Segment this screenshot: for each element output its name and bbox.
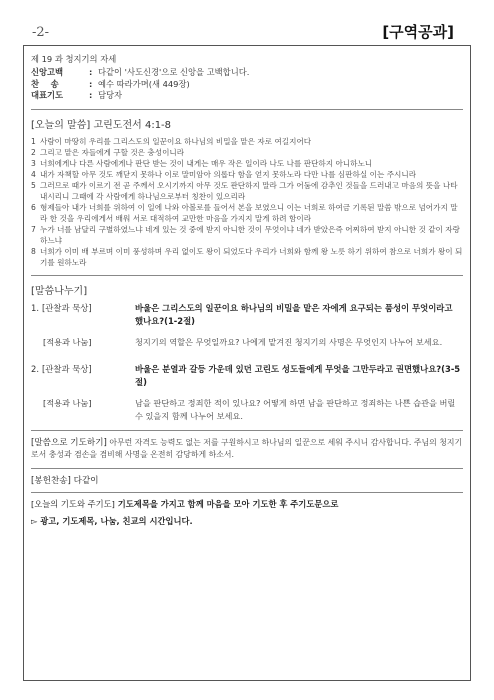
question-text: 바울은 분열과 갈등 가운데 있던 고린도 성도들에게 무엇을 그만두라고 권면했나요?(3-5절) [135, 363, 461, 387]
divider [31, 109, 463, 110]
closing-heading: [오늘의 기도와 주기도] [31, 498, 115, 509]
offering-heading: [봉헌찬송] [31, 475, 71, 486]
verse-text: 너희에게나 다른 사람에게나 판단 받는 것이 내게는 매우 작은 일이라 나도 나를 판단하지 아니하노니 [40, 158, 373, 168]
meta-row: 찬 송 : 예수 따라가며(새 449장) [31, 78, 190, 89]
verse-list [31, 136, 463, 268]
meta-row: 신앙고백 : 다같이 '사도신경'으로 신앙을 고백합니다. [31, 67, 250, 77]
offering-text: 다같이 [73, 475, 99, 486]
apply-row [43, 336, 463, 349]
question-text: 바울은 그리스도의 일꾼이요 하나님의 비밀을 맡은 자에게 요구되는 품성이 무엇이라고 했나요?(1-2절) [135, 302, 453, 326]
question-list [31, 302, 463, 423]
verse-text: 사람이 마땅히 우리를 그리스도의 일꾼이요 하나님의 비밀을 맡은 자로 여길지어다 [40, 136, 312, 146]
question-label: [관찰과 묵상] [42, 363, 92, 374]
verse-item [31, 224, 463, 246]
prayer-section [31, 437, 463, 461]
apply-label: [적용과 나눔] [43, 397, 92, 408]
verse-text: 내가 자책할 아무 것도 깨닫지 못하나 이로 말미암아 의롭다 함을 얻지 못하노라 다만 나를 심판하실 이는 주시니라 [40, 169, 417, 179]
meta-label: 찬 송 [31, 78, 59, 89]
question-label: [관찰과 묵상] [42, 302, 92, 313]
divider [31, 492, 463, 493]
question-block [31, 302, 463, 349]
verse-item [31, 169, 463, 180]
verse-item [31, 158, 463, 169]
verse-number: 7 [31, 224, 36, 234]
verse-number: 8 [31, 246, 36, 256]
lesson-frame [23, 45, 471, 681]
verse-number: 3 [31, 158, 36, 168]
meta-label: 대표기도 [31, 90, 64, 100]
meta-label: 신앙고백 [31, 67, 64, 77]
prayer-text: 아무런 자격도 능력도 없는 저를 구원하시고 하나님의 일꾼으로 세워 주시니 감사합니다. 주님의 청지기로서 충성과 겸손을 겸비해 사명을 온전히 감당하게 하소서. [31, 437, 463, 459]
verse-item [31, 147, 463, 158]
question-number: 2. [31, 363, 39, 374]
meta-value: 담당자 [98, 90, 123, 100]
offering-section [31, 475, 463, 488]
prayer-heading: [말씀으로 기도하기] [31, 437, 107, 448]
closing-section [31, 497, 463, 511]
verse-item [31, 246, 463, 268]
question-row [31, 302, 463, 328]
verse-number: 4 [31, 169, 36, 179]
closing-text: 기도제목을 가지고 함께 마음을 모아 기도한 후 주기도문으로 [117, 498, 339, 509]
section-tag: [구역공과] [382, 23, 454, 41]
verse-text: 그리고 맡은 자들에게 구할 것은 충성이니라 [40, 147, 185, 157]
apply-text: 청지기의 역할은 무엇일까요? 나에게 맡겨진 청지기의 사명은 무엇인지 나누어 보세요. [135, 336, 443, 347]
question-row [31, 363, 463, 389]
announcement: ▻ 광고, 기도제목, 나눔, 친교의 시간입니다. [31, 515, 193, 526]
verse-text: 그러므로 때가 이르기 전 곧 주께서 오시기까지 아무 것도 판단하지 말라 그가 어둠에 감추인 것들을 드러내고 마음의 뜻을 나타내시리니 그때에 각 사람에게 하나님으로부터 칭찬이 있으리라 [40, 180, 458, 201]
page-number: -2- [32, 25, 50, 40]
divider [31, 468, 463, 469]
meta-value: 예수 따라가며(새 449장) [98, 78, 190, 89]
verse-number: 6 [31, 202, 36, 212]
verse-text: 형제들아 내가 너희를 위하여 이 일에 나와 아볼로를 들어서 본을 보였으니 이는 너희로 하여금 기록된 말씀 밖으로 넘어가지 말라 한 것을 우리에게서 배워 서로 대적하여 교만한 마음을 가지지 말게 하려 함이라 [40, 202, 458, 223]
divider [31, 275, 463, 276]
scripture-reference: 고린도전서 4:1-8 [93, 119, 172, 131]
question-block [31, 363, 463, 423]
meta-row: 대표기도 : 담당자 [31, 90, 123, 100]
verse-number: 2 [31, 147, 36, 157]
sharing-heading: [말씀나누기] [31, 285, 88, 297]
verse-text: 너희가 이미 배 부르며 이미 풍성하며 우리 없이도 왕이 되었도다 우리가 너희와 함께 왕 노릇 하기 위하여 참으로 너희가 왕이 되기를 원하노라 [40, 246, 463, 267]
lesson-title: 제 19 과 청지기의 자세 [31, 54, 117, 64]
verse-number: 1 [31, 136, 36, 146]
verse-item [31, 136, 463, 147]
divider [31, 430, 463, 431]
scripture-heading: [오늘의 말씀] 고린도전서 4:1-8 [31, 119, 172, 131]
verse-number: 5 [31, 180, 36, 190]
verse-item [31, 180, 463, 202]
verse-item [31, 202, 463, 224]
meta-value: 다같이 '사도신경'으로 신앙을 고백합니다. [98, 67, 250, 77]
apply-label: [적용과 나눔] [43, 336, 92, 347]
apply-row [43, 397, 463, 423]
question-number: 1. [31, 302, 39, 313]
verse-text: 누가 너를 남달리 구별하였느냐 네게 있는 것 중에 받지 아니한 것이 무엇이냐 네가 받았은즉 어찌하여 받지 아니한 것 같이 자랑하느냐 [40, 224, 460, 245]
apply-text: 남을 판단하고 정죄한 적이 있나요? 어떻게 하면 남을 판단하고 정죄하는 나쁜 습관을 버릴 수 있을지 함께 나누어 보세요. [135, 397, 456, 421]
